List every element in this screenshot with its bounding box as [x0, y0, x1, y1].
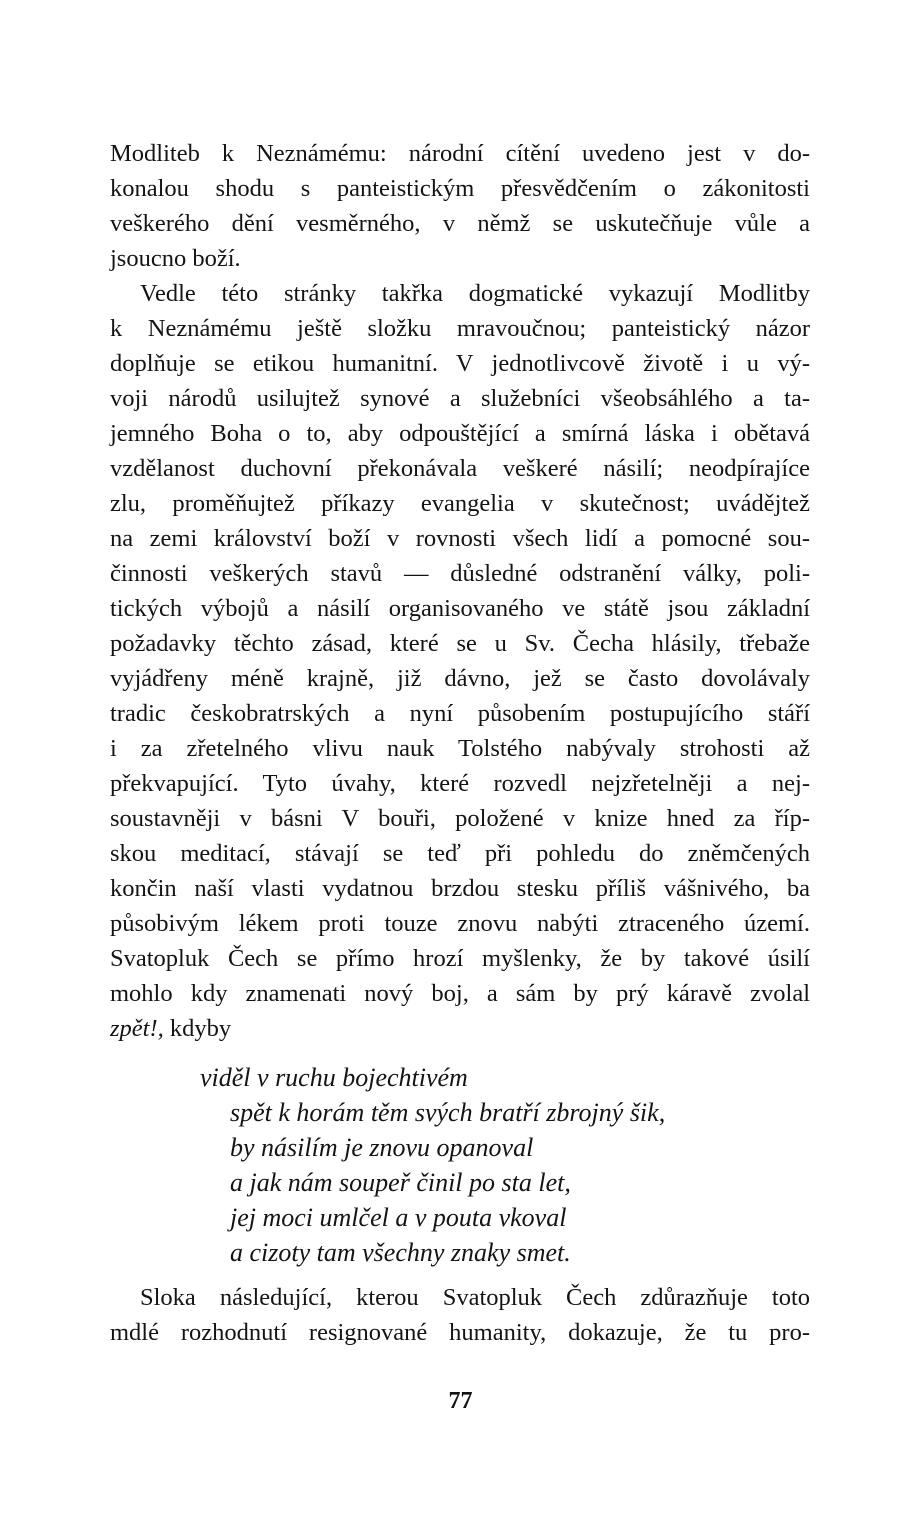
verse-line: a jak nám soupeř činil po sta let,: [230, 1168, 571, 1197]
text-line: zlu, proměňujtež příkazy evangelia v skutečnost; uvádějtež: [110, 490, 810, 517]
text-line: vzdělanost duchovní překonávala veškeré násilí; neodpírajíce: [110, 455, 810, 482]
text-line: soustavněji v básni V bouři, položené v knize hned za říp-: [110, 805, 810, 832]
text-line: působivým lékem proti touze znovu nabýti ztraceného území.: [110, 910, 810, 937]
verse-line: a cizoty tam všechny znaky smet.: [230, 1238, 571, 1267]
verse-line: by násilím je znovu opanoval: [230, 1133, 534, 1162]
text-line: činnosti veškerých stavů — důsledné odstranění války, poli-: [110, 560, 810, 587]
text-line: požadavky těchto zásad, které se u Sv. Čecha hlásily, třebaže: [110, 630, 810, 657]
text-line: mohlo kdy znamenati nový boj, a sám by prý káravě zvolal: [110, 980, 810, 1007]
text-line: Vedle této stránky takřka dogmatické vykazují Modlitby: [140, 280, 810, 307]
text-line: doplňuje se etikou humanitní. V jednotlivcově životě i u vý-: [110, 350, 810, 377]
verse-quote: [200, 1060, 800, 1270]
page-number: 77: [448, 1388, 473, 1414]
text-line: i za zřetelného vlivu nauk Tolstého nabývaly strohosti až: [110, 735, 810, 762]
text-line-final: [110, 1011, 810, 1046]
text-line: Sloka následující, kterou Svatopluk Čech zdůrazňuje toto: [140, 1284, 810, 1311]
text-line: tradic českobratrských a nyní působením postupujícího stáří: [110, 700, 810, 727]
text-line: jemného Boha o to, aby odpouštějící a smírná láska i obětavá: [110, 420, 810, 447]
text-line: Modliteb k Neznámému: národní cítění uvedeno jest v do-: [110, 140, 810, 167]
verse-line: viděl v ruchu bojechtivém: [200, 1063, 468, 1092]
text-line: vyjádřeny méně krajně, již dávno, jež se často dovolávaly: [110, 665, 810, 692]
text-line: jsoucno boží.: [110, 245, 241, 272]
text-line: voji národů usilujtež synové a služebníci všeobsáhlého a ta-: [110, 385, 810, 412]
text-line: konalou shodu s panteistickým přesvědčením o zákonitosti: [110, 175, 810, 202]
text-line: na zemi království boží v rovnosti všech lidí a pomocné sou-: [110, 525, 810, 552]
text-line: překvapující. Tyto úvahy, které rozvedl nejzřetelněji a nej-: [110, 770, 810, 797]
text-line: tických výbojů a násilí organisovaného ve státě jsou základní: [110, 595, 810, 622]
text-line: veškerého dění vesměrného, v němž se uskutečňuje vůle a: [110, 210, 810, 237]
paragraph-1: [110, 136, 810, 276]
text-line: skou meditací, stávají se teď při pohledu do zněmčených: [110, 840, 810, 867]
text-line: mdlé rozhodnutí resignované humanity, dokazuje, že tu pro-: [110, 1319, 810, 1346]
text-fragment: kdyby: [163, 1015, 232, 1042]
paragraph-3: [110, 1280, 810, 1350]
verse-line: jej moci umlčel a v pouta vkoval: [230, 1203, 567, 1232]
italic-exclamation: zpět!,: [110, 1015, 164, 1042]
paragraph-2: [110, 276, 810, 1046]
text-line: končin naší vlasti vydatnou brzdou stesku příliš vášnivého, ba: [110, 875, 810, 902]
text-line: k Neznámému ještě složku mravoučnou; panteistický názor: [110, 315, 810, 342]
verse-line: spět k horám těm svých bratří zbrojný šik,: [230, 1098, 666, 1127]
text-line: Svatopluk Čech se přímo hrozí myšlenky, že by takové úsilí: [110, 945, 810, 972]
